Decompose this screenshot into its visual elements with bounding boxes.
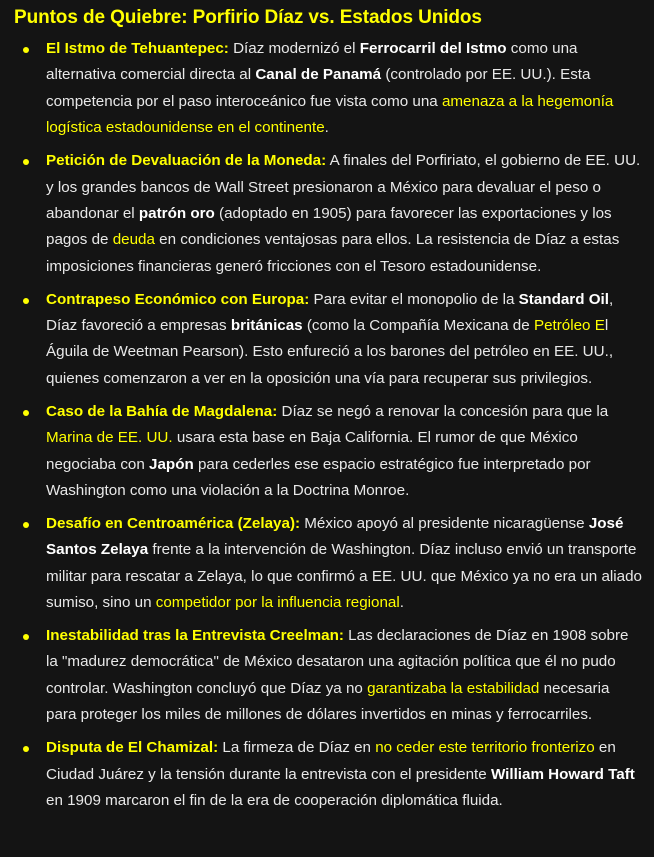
bold-term: Standard Oil	[518, 290, 609, 308]
body-text: México apoyó al presidente nicaragüense	[300, 514, 589, 532]
bullet-dot-icon	[23, 47, 29, 53]
highlighted-phrase: amenaza a la hegemonía logística estadounidense en el continente	[46, 92, 614, 137]
item-heading: Caso de la Bahía de Magdalena:	[46, 402, 278, 420]
body-text: en 1909 marcaron el fin de la era de cooperación diplomática fluida.	[46, 791, 503, 809]
body-text: l Águila de Weetman Pearson). Esto enfureció a los barones del petróleo en EE. UU., quienes comenzaron a ver en la oposición una vía para recuperar sus privilegios.	[46, 317, 614, 387]
body-text: necesaria para proteger los miles de millones de dólares invertidos en minas y ferrocarriles.	[46, 679, 610, 724]
body-text: usara esta base en Baja California. El rumor de que México negociaba con	[46, 429, 578, 473]
body-text: Para evitar el monopolio de la	[309, 290, 519, 308]
bullet-dot-icon	[23, 298, 29, 304]
body-text: La firmeza de Díaz en	[218, 739, 376, 757]
highlighted-phrase: competidor por la influencia regional	[155, 594, 400, 612]
list-item	[14, 511, 644, 617]
body-text: (adoptado en 1905) para favorecer las exportaciones y los pagos de	[46, 204, 612, 249]
body-text: en Ciudad Juárez y la tensión durante la entrevista con el presidente	[46, 739, 616, 783]
list-item	[14, 148, 644, 280]
body-text: , Díaz favoreció a empresas	[46, 290, 614, 335]
item-heading: El Istmo de Tehuantepec:	[46, 40, 229, 57]
bold-term: británicas	[230, 317, 303, 335]
bullet-dot-icon	[23, 522, 29, 528]
body-text: A finales del Porfiriato, el gobierno de EE. UU. y los grandes bancos de Wall Street presionaron a México para devaluar el peso o abandonar el	[46, 152, 641, 222]
bullet-dot-icon	[23, 159, 29, 165]
bullet-dot-icon	[23, 634, 29, 640]
highlighted-phrase: Marina de EE. UU.	[46, 429, 173, 447]
bullet-dot-icon	[23, 410, 29, 416]
body-text: Las declaraciones de Díaz en 1908 sobre la "madurez democrática" de México desataron una agitación política que él no pudo controlar. Washington concluyó que Díaz ya no	[46, 627, 629, 697]
list-item	[14, 287, 644, 393]
body-text: Díaz se negó a renovar la concesión para que la	[277, 402, 609, 420]
item-heading: Desafío en Centroamérica (Zelaya):	[46, 514, 301, 532]
item-heading: Petición de Devaluación de la Moneda:	[46, 152, 327, 170]
bullet-list	[14, 36, 644, 814]
body-text: para cederles ese espacio estratégico fue interpretado por Washington como una violación a la Doctrina Monroe.	[46, 455, 591, 499]
list-item	[14, 36, 644, 142]
body-text: .	[399, 594, 404, 612]
bold-term: Japón	[149, 455, 194, 473]
highlighted-phrase: no ceder este territorio fronterizo	[375, 739, 595, 757]
highlighted-phrase: Petróleo E	[533, 317, 605, 335]
body-text: .	[324, 119, 329, 137]
body-text: (controlado por EE. UU.). Esta competencia por el paso interoceánico fue vista como una	[46, 66, 591, 110]
body-text: en condiciones ventajosas para ellos. La resistencia de Díaz a estas imposiciones financieras generó fricciones con el Tesoro estadounidense.	[46, 231, 620, 275]
body-text: (como la Compañía Mexicana de	[302, 317, 534, 335]
list-item	[14, 399, 644, 505]
highlighted-phrase: deuda	[112, 231, 155, 249]
bold-term: patrón oro	[138, 204, 215, 222]
list-item	[14, 623, 644, 729]
page-title: Puntos de Quiebre: Porfirio Díaz vs. Estados Unidos	[14, 7, 482, 28]
body-text: Díaz modernizó el	[228, 40, 360, 57]
bold-term: Ferrocarril del Istmo	[359, 40, 507, 57]
body-text: como una alternativa comercial directa al	[46, 40, 578, 84]
bullet-dot-icon	[23, 746, 29, 752]
list-item	[14, 735, 644, 814]
item-heading: Disputa de El Chamizal:	[46, 739, 219, 757]
bold-term: Canal de Panamá	[255, 66, 382, 84]
bold-term: William Howard Taft	[490, 765, 635, 783]
bold-term: José Santos Zelaya	[46, 514, 624, 559]
item-heading: Contrapeso Económico con Europa:	[46, 290, 310, 308]
highlighted-phrase: garantizaba la estabilidad	[367, 679, 540, 697]
item-heading: Inestabilidad tras la Entrevista Creelman:	[46, 627, 344, 645]
body-text: frente a la intervención de Washington. Díaz incluso envió un transporte militar para rescatar a Zelaya, lo que confirmó a EE. UU. que México ya no era un aliado sumiso, sino un	[46, 541, 642, 612]
